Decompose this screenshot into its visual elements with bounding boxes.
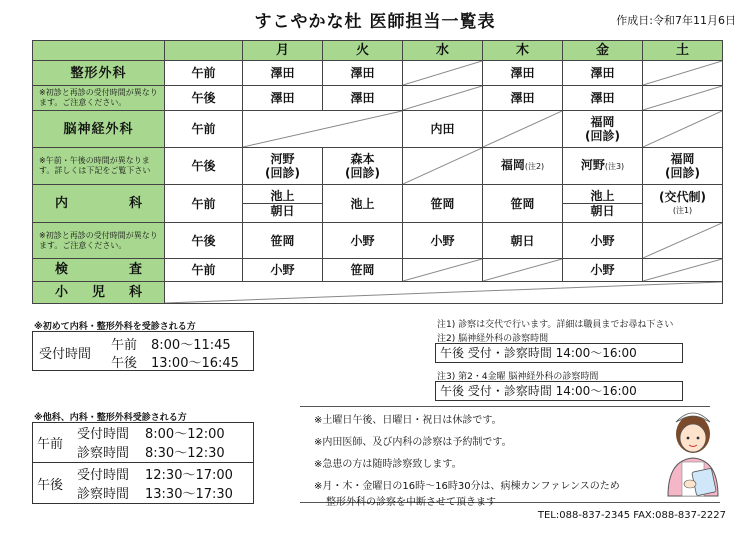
session-pm: 午後: [165, 223, 243, 259]
other-visit-pm-label: 午後: [37, 478, 64, 493]
dept-ortho-top: [33, 61, 165, 86]
dept-pediatric-char-b: 児: [91, 284, 105, 300]
footnote-3-box: 午後 受付・診察時間 14:00～16:00: [435, 381, 683, 401]
doctor-role: (回診): [345, 166, 380, 180]
empty-cell: [243, 111, 403, 148]
schedule-cell: 小野: [563, 223, 643, 259]
other-visit-am-reception-label: 受付時間: [77, 427, 130, 442]
doctor-name: 朝日: [243, 203, 322, 218]
schedule-cell: [563, 111, 643, 148]
doctor-role: (回診): [665, 166, 700, 180]
session-am: 午前: [165, 61, 243, 86]
dept-neuro-top: [33, 111, 165, 148]
header-row: [33, 41, 723, 61]
schedule-table: [32, 40, 723, 304]
empty-cell: [403, 259, 483, 282]
doctor-name: 福岡: [670, 152, 695, 166]
doctor-role: (回診): [265, 166, 300, 180]
session-pm: 午後: [165, 86, 243, 111]
other-visit-am-consult-label: 診察時間: [77, 446, 130, 461]
notice-item: ※急患の方は随時診察致します。: [314, 459, 462, 470]
dept-neuro-note-cell: [33, 148, 165, 185]
dept-ortho-note: ※初診と再診の受付時間が異なります。ご注意ください。: [39, 88, 158, 107]
schedule-cell: 朝日: [483, 223, 563, 259]
empty-cell: [403, 86, 483, 111]
dept-exam-char-a: 検: [55, 262, 69, 277]
schedule-cell: 小野: [563, 259, 643, 282]
dept-internal-top: [33, 185, 165, 223]
day-tue: 火: [323, 41, 403, 61]
schedule-cell: [323, 148, 403, 185]
session-am: 午前: [165, 111, 243, 148]
doctor-name: 森本: [350, 152, 375, 166]
ortho-pm-row: [33, 86, 723, 111]
footnote-ref: (注3): [604, 162, 625, 171]
dept-internal-char-a: 内: [55, 195, 69, 211]
schedule-cell: 澤田: [483, 61, 563, 86]
first-visit-pm-label: 午後: [111, 356, 138, 371]
schedule-cell: 澤田: [243, 61, 323, 86]
schedule-cell: 澤田: [483, 86, 563, 111]
other-visit-box: [32, 422, 254, 504]
schedule-cell: 澤田: [243, 86, 323, 111]
schedule-cell: [243, 148, 323, 185]
footnote-ref: (注2): [524, 162, 545, 171]
doctor-role: (回診): [585, 129, 620, 143]
dept-ortho-name: 整形外科: [70, 65, 127, 81]
day-sat: 土: [643, 41, 723, 61]
notice-item: ※土曜日午後、日曜日・祝日は休診です。: [314, 415, 502, 426]
other-visit-divider: [33, 462, 253, 463]
empty-cell: [643, 259, 723, 282]
notice-item: ※月・木・金曜日の16時～16時30分は、病棟カンファレンスのため: [314, 481, 620, 492]
schedule-cell: 澤田: [323, 86, 403, 111]
schedule-cell: [563, 185, 643, 223]
empty-cell: [483, 259, 563, 282]
creation-date: 作成日:令和7年11月6日: [616, 14, 736, 27]
dept-internal-note-cell: [33, 223, 165, 259]
footnote-ref: (注1): [672, 205, 693, 215]
other-visit-pm-reception-time: 12:30～17:00: [145, 468, 233, 483]
other-visit-pm-consult-time: 13:30～17:30: [145, 487, 233, 502]
day-thu: 木: [483, 41, 563, 61]
schedule-cell: 澤田: [323, 61, 403, 86]
other-visit-heading: ※他科、内科・整形外科受診される方: [34, 413, 187, 423]
empty-cell: [403, 61, 483, 86]
footnote-3: 注3) 第2・4金曜 脳神経外科の診察時間: [437, 372, 599, 382]
first-visit-heading: ※初めて内科・整形外科を受診される方: [34, 322, 196, 332]
schedule-cell: 内田: [403, 111, 483, 148]
footnote-1: 注1) 診察は交代で行います。詳細は職員までお尋ね下さい: [437, 320, 674, 330]
dept-pediatric-char-a: 小: [55, 284, 69, 300]
footnote-2: 注2) 脳神経外科の診察時間: [437, 334, 549, 344]
schedule-cell: [563, 148, 643, 185]
internal-pm-row: [33, 223, 723, 259]
first-visit-box: [32, 331, 254, 371]
schedule-cell: [643, 148, 723, 185]
schedule-cell: 澤田: [563, 86, 643, 111]
schedule-cell: [643, 185, 723, 223]
dept-exam: [33, 259, 165, 282]
pediatric-row: [33, 282, 723, 304]
session-am: 午前: [165, 185, 243, 223]
internal-am-row: [33, 185, 723, 223]
doctor-name: 河野: [270, 152, 295, 166]
dept-internal-note: ※初診と再診の受付時間が異なります。ご注意ください。: [39, 230, 158, 250]
neuro-pm-row: [33, 148, 723, 185]
other-visit-am-reception-time: 8:00～12:00: [145, 427, 225, 442]
other-visit-am-label: 午前: [37, 437, 64, 452]
dept-exam-char-b: 査: [128, 262, 142, 277]
empty-cell: [483, 111, 563, 148]
other-visit-pm-reception-label: 受付時間: [77, 468, 130, 483]
dept-pediatric-char-c: 科: [128, 284, 142, 300]
empty-cell: [643, 61, 723, 86]
schedule-cell: 小野: [243, 259, 323, 282]
notice-item: 整形外科の診察を中断させて頂きます: [326, 497, 496, 508]
header-blank-2: [165, 41, 243, 61]
divider-top: [300, 406, 710, 407]
session-am: 午前: [165, 259, 243, 282]
dept-neuro-name: 脳神経外科: [63, 121, 134, 137]
session-pm: 午後: [165, 148, 243, 185]
schedule-cell: 池上: [323, 185, 403, 223]
notice-item: ※内田医師、及び内科の診察は予約制です。: [314, 437, 512, 448]
dept-ortho-note-cell: [33, 86, 165, 111]
schedule-cell: 小野: [323, 223, 403, 259]
header-blank: [33, 41, 165, 61]
dept-internal-char-b: 科: [128, 195, 142, 211]
page-title: すこやかな杜 医師担当一覧表: [254, 12, 496, 32]
schedule-cell: [243, 185, 323, 223]
exam-row: [33, 259, 723, 282]
empty-cell: [643, 111, 723, 148]
nurse-illustration: [660, 400, 726, 498]
day-fri: 金: [563, 41, 643, 61]
schedule-cell: 笹岡: [403, 185, 483, 223]
empty-cell: [643, 86, 723, 111]
dept-neuro-note: ※午前・午後の時間が異なります。詳しくは下記をご覧下さい: [39, 156, 151, 175]
schedule-cell: 澤田: [563, 61, 643, 86]
schedule-cell: 小野: [403, 223, 483, 259]
first-visit-label: 受付時間: [39, 347, 92, 362]
doctor-name: 池上: [590, 189, 615, 203]
notice-list: [314, 410, 674, 514]
doctor-name: (交代制): [659, 189, 706, 204]
empty-cell: [403, 148, 483, 185]
contact-info: TEL:088-837-2345 FAX:088-837-2227: [537, 510, 726, 521]
schedule-cell: 笹岡: [243, 223, 323, 259]
doctor-name: 福岡: [500, 158, 525, 172]
neuro-am-row: [33, 111, 723, 148]
schedule-cell: 笹岡: [323, 259, 403, 282]
footnote-2-box: 午後 受付・診察時間 14:00～16:00: [435, 343, 683, 363]
empty-cell: [643, 223, 723, 259]
first-visit-pm-time: 13:00～16:45: [151, 356, 239, 371]
other-visit-pm-consult-label: 診察時間: [77, 487, 130, 502]
doctor-name: 河野: [580, 158, 605, 172]
dept-pediatric: [33, 282, 165, 304]
day-mon: 月: [243, 41, 323, 61]
day-wed: 水: [403, 41, 483, 61]
first-visit-am-label: 午前: [111, 338, 138, 353]
first-visit-am-time: 8:00～11:45: [151, 338, 231, 353]
empty-cell: [165, 282, 723, 304]
doctor-name: 福岡: [590, 115, 615, 129]
other-visit-am-consult-time: 8:30～12:30: [145, 446, 225, 461]
doctor-name: 池上: [270, 189, 295, 203]
ortho-am-row: [33, 61, 723, 86]
doctor-name: 朝日: [563, 203, 642, 218]
schedule-cell: 笹岡: [483, 185, 563, 223]
schedule-cell: [483, 148, 563, 185]
